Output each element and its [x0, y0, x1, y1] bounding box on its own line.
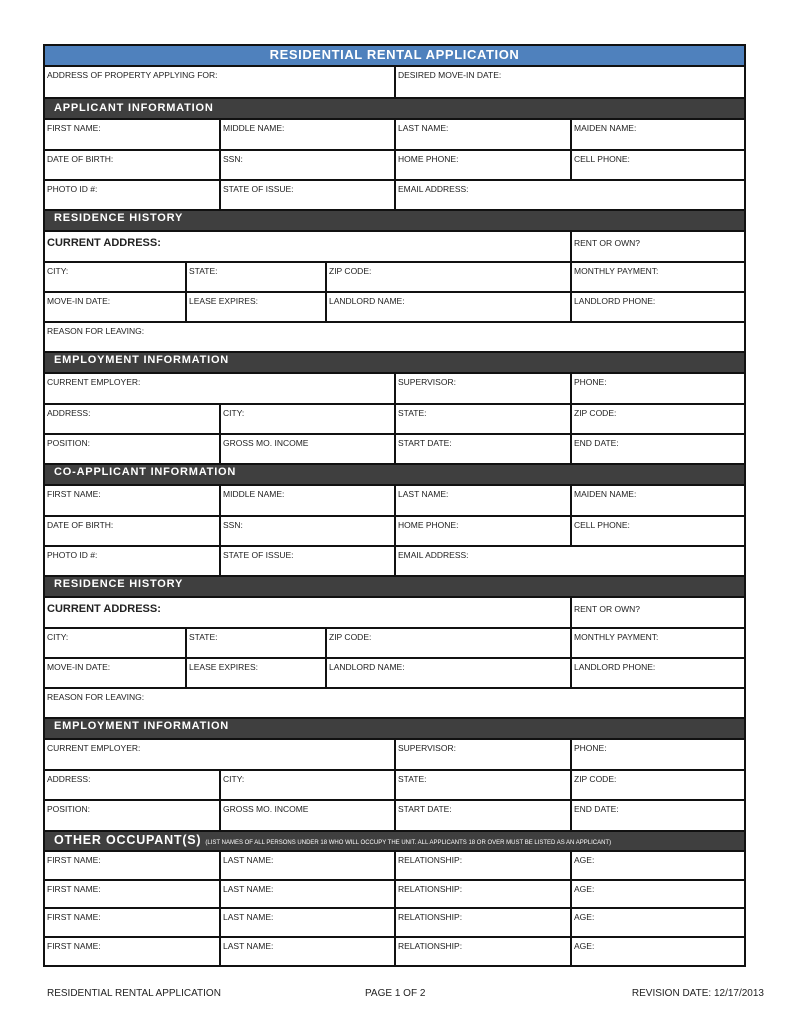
co-applicant-id-row	[45, 547, 744, 577]
occupant-relationship-field[interactable]: RELATIONSHIP:	[396, 852, 572, 879]
applicant-ssn-field[interactable]: SSN:	[221, 151, 396, 179]
applicant-name-row	[45, 120, 744, 151]
co-applicant-dob-field[interactable]: DATE OF BIRTH:	[45, 517, 221, 545]
co-employer-phone-field[interactable]: PHONE:	[574, 743, 607, 753]
residence-reason-row	[45, 323, 744, 353]
rent-or-own-field[interactable]: RENT OR OWN?	[574, 238, 640, 248]
applicant-home-phone-field[interactable]: HOME PHONE:	[396, 151, 572, 179]
employer-city-field[interactable]: CITY:	[221, 405, 396, 433]
applicant-dob-field[interactable]: DATE OF BIRTH:	[45, 151, 221, 179]
occupant-last-name-field[interactable]: LAST NAME:	[221, 909, 396, 936]
employer-state-field[interactable]: STATE:	[396, 405, 572, 433]
residence-history-header: RESIDENCE HISTORY	[45, 211, 744, 232]
co-residence-move-in-date-field[interactable]: MOVE-IN DATE:	[45, 659, 187, 687]
other-occupants-header	[45, 832, 744, 852]
co-current-employer-field[interactable]: CURRENT EMPLOYER:	[45, 740, 396, 769]
co-employment-information-header: EMPLOYMENT INFORMATION	[45, 719, 744, 740]
occupant-last-name-field[interactable]: LAST NAME:	[221, 881, 396, 907]
co-applicant-state-of-issue-field[interactable]: STATE OF ISSUE:	[221, 547, 396, 575]
lease-expires-field[interactable]: LEASE EXPIRES:	[187, 293, 327, 321]
co-gross-income-field[interactable]: GROSS MO. INCOME	[221, 801, 396, 830]
co-applicant-name-row	[45, 486, 744, 517]
co-start-date-field[interactable]: START DATE:	[396, 801, 572, 830]
occupant-first-name-field[interactable]: FIRST NAME:	[45, 852, 221, 879]
current-employer-field[interactable]: CURRENT EMPLOYER:	[45, 374, 396, 403]
employer-phone-field[interactable]: PHONE:	[574, 377, 607, 387]
co-monthly-payment-field[interactable]: MONTHLY PAYMENT:	[574, 632, 659, 642]
occupant-row	[45, 852, 744, 881]
applicant-id-row	[45, 181, 744, 211]
co-residence-lease-row	[45, 659, 744, 689]
monthly-payment-field[interactable]: MONTHLY PAYMENT:	[574, 266, 659, 276]
start-date-field[interactable]: START DATE:	[396, 435, 572, 463]
supervisor-field[interactable]: SUPERVISOR:	[396, 374, 572, 403]
occupant-first-name-field[interactable]: FIRST NAME:	[45, 881, 221, 907]
landlord-phone-field[interactable]: LANDLORD PHONE:	[574, 296, 656, 306]
co-residence-history-header: RESIDENCE HISTORY	[45, 577, 744, 598]
desired-move-in-date-field[interactable]: DESIRED MOVE-IN DATE:	[398, 70, 502, 80]
co-applicant-cell-phone-field[interactable]: CELL PHONE:	[574, 520, 630, 530]
employment-information-header: EMPLOYMENT INFORMATION	[45, 353, 744, 374]
co-employer-city-field[interactable]: CITY:	[221, 771, 396, 799]
co-applicant-photo-id-field[interactable]: PHOTO ID #:	[45, 547, 221, 575]
co-applicant-email-field[interactable]: EMAIL ADDRESS:	[398, 550, 469, 560]
end-date-field[interactable]: END DATE:	[574, 438, 619, 448]
current-address-field[interactable]: CURRENT ADDRESS:	[45, 232, 572, 261]
residence-lease-row	[45, 293, 744, 323]
co-reason-for-leaving-field[interactable]: REASON FOR LEAVING:	[47, 692, 145, 702]
residence-zip-field[interactable]: ZIP CODE:	[327, 263, 572, 291]
applicant-first-name-field[interactable]: FIRST NAME:	[45, 120, 221, 149]
gross-income-field[interactable]: GROSS MO. INCOME	[221, 435, 396, 463]
occupant-first-name-field[interactable]: FIRST NAME:	[45, 909, 221, 936]
residence-current-address-row	[45, 232, 744, 263]
form-title: RESIDENTIAL RENTAL APPLICATION	[45, 44, 744, 67]
co-applicant-contact-row	[45, 517, 744, 547]
co-residence-zip-field[interactable]: ZIP CODE:	[327, 629, 572, 657]
occupant-row	[45, 881, 744, 909]
residence-move-in-date-field[interactable]: MOVE-IN DATE:	[45, 293, 187, 321]
co-applicant-home-phone-field[interactable]: HOME PHONE:	[396, 517, 572, 545]
co-lease-expires-field[interactable]: LEASE EXPIRES:	[187, 659, 327, 687]
applicant-middle-name-field[interactable]: MIDDLE NAME:	[221, 120, 396, 149]
employment-employer-row	[45, 374, 744, 405]
occupant-last-name-field[interactable]: LAST NAME:	[221, 938, 396, 965]
co-residence-reason-row	[45, 689, 744, 719]
rental-application-form	[43, 44, 746, 967]
position-field[interactable]: POSITION:	[45, 435, 221, 463]
co-employment-employer-row	[45, 740, 744, 771]
co-applicant-ssn-field[interactable]: SSN:	[221, 517, 396, 545]
employment-address-row	[45, 405, 744, 435]
co-landlord-name-field[interactable]: LANDLORD NAME:	[327, 659, 572, 687]
applicant-maiden-name-field[interactable]: MAIDEN NAME:	[574, 123, 637, 133]
co-applicant-first-name-field[interactable]: FIRST NAME:	[45, 486, 221, 515]
occupant-age-field[interactable]: AGE:	[574, 884, 595, 894]
residence-city-field[interactable]: CITY:	[45, 263, 187, 291]
applicant-email-field[interactable]: EMAIL ADDRESS:	[398, 184, 469, 194]
co-rent-or-own-field[interactable]: RENT OR OWN?	[574, 604, 640, 614]
landlord-name-field[interactable]: LANDLORD NAME:	[327, 293, 572, 321]
co-end-date-field[interactable]: END DATE:	[574, 804, 619, 814]
footer-form-name: RESIDENTIAL RENTAL APPLICATION	[47, 988, 221, 999]
co-residence-current-address-row	[45, 598, 744, 629]
residence-city-row	[45, 263, 744, 293]
co-employer-address-field[interactable]: ADDRESS:	[45, 771, 221, 799]
co-applicant-middle-name-field[interactable]: MIDDLE NAME:	[221, 486, 396, 515]
employer-zip-field[interactable]: ZIP CODE:	[574, 408, 617, 418]
co-residence-city-row	[45, 629, 744, 659]
co-landlord-phone-field[interactable]: LANDLORD PHONE:	[574, 662, 656, 672]
property-address-field[interactable]: ADDRESS OF PROPERTY APPLYING FOR:	[45, 67, 396, 97]
applicant-last-name-field[interactable]: LAST NAME:	[396, 120, 572, 149]
footer-page-number: PAGE 1 OF 2	[365, 988, 426, 999]
applicant-contact-row	[45, 151, 744, 181]
co-employer-state-field[interactable]: STATE:	[396, 771, 572, 799]
co-residence-city-field[interactable]: CITY:	[45, 629, 187, 657]
co-applicant-last-name-field[interactable]: LAST NAME:	[396, 486, 572, 515]
co-current-address-field[interactable]: CURRENT ADDRESS:	[45, 598, 572, 627]
applicant-photo-id-field[interactable]: PHOTO ID #:	[45, 181, 221, 209]
other-occupants-title: OTHER OCCUPANT(S)	[54, 833, 202, 847]
other-occupants-note: (LIST NAMES OF ALL PERSONS UNDER 18 WHO WILL OCCUPY THE UNIT. ALL APPLICANTS 18 OR OVER MUST BE LISTED AS AN APPLICANT)	[205, 840, 612, 846]
occupant-first-name-field[interactable]: FIRST NAME:	[45, 938, 221, 965]
occupant-relationship-field[interactable]: RELATIONSHIP:	[396, 909, 572, 936]
applicant-information-header: APPLICANT INFORMATION	[45, 99, 744, 120]
occupant-age-field[interactable]: AGE:	[574, 855, 595, 865]
co-employment-position-row	[45, 801, 744, 832]
occupant-row	[45, 938, 744, 967]
occupant-row	[45, 909, 744, 938]
occupant-relationship-field[interactable]: RELATIONSHIP:	[396, 881, 572, 907]
reason-for-leaving-field[interactable]: REASON FOR LEAVING:	[47, 326, 145, 336]
occupant-age-field[interactable]: AGE:	[574, 912, 595, 922]
co-employer-zip-field[interactable]: ZIP CODE:	[574, 774, 617, 784]
co-applicant-information-header: CO-APPLICANT INFORMATION	[45, 465, 744, 486]
employment-position-row	[45, 435, 744, 465]
residence-state-field[interactable]: STATE:	[187, 263, 327, 291]
co-supervisor-field[interactable]: SUPERVISOR:	[396, 740, 572, 769]
employer-address-field[interactable]: ADDRESS:	[45, 405, 221, 433]
occupant-age-field[interactable]: AGE:	[574, 941, 595, 951]
co-position-field[interactable]: POSITION:	[45, 801, 221, 830]
co-employment-address-row	[45, 771, 744, 801]
applicant-cell-phone-field[interactable]: CELL PHONE:	[574, 154, 630, 164]
co-residence-state-field[interactable]: STATE:	[187, 629, 327, 657]
occupant-relationship-field[interactable]: RELATIONSHIP:	[396, 938, 572, 965]
applicant-state-of-issue-field[interactable]: STATE OF ISSUE:	[221, 181, 396, 209]
footer-revision-date: REVISION DATE: 12/17/2013	[631, 988, 764, 999]
co-applicant-maiden-name-field[interactable]: MAIDEN NAME:	[574, 489, 637, 499]
property-row	[45, 67, 744, 99]
occupant-last-name-field[interactable]: LAST NAME:	[221, 852, 396, 879]
